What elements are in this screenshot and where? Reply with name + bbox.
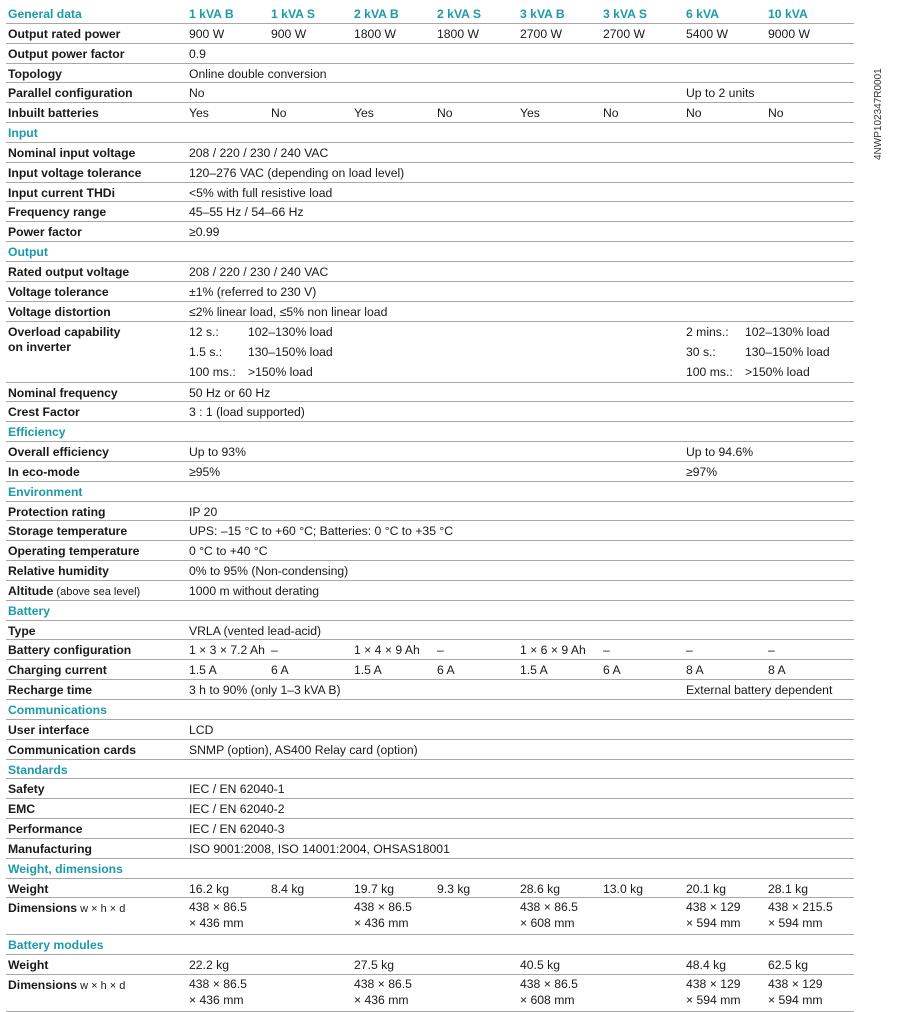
row-label: Overall efficiency (8, 445, 109, 460)
row-nominal-frequency (6, 383, 854, 403)
section-title: Input (8, 126, 38, 141)
cell-value: 438 × 86.5 (520, 977, 578, 992)
cell-value: × 608 mm (520, 993, 575, 1008)
cell-value: 1 × 4 × 9 Ah (354, 643, 420, 658)
row-output-power-factor (6, 44, 854, 64)
row-user-interface (6, 720, 854, 740)
cell-value: ISO 9001:2008, ISO 14001:2004, OHSAS18001 (189, 841, 450, 856)
cell-value: UPS: –15 °C to +60 °C; Batteries: 0 °C to +35 °C (189, 524, 454, 539)
row-storage-temperature (6, 521, 854, 541)
section-input (6, 123, 854, 143)
cell-value: No (768, 106, 784, 121)
table-header (6, 4, 854, 24)
header-model-2-kva-b: 2 kVA B (354, 7, 399, 21)
row-operating-temperature (6, 541, 854, 561)
cell-value: Online double conversion (189, 66, 327, 81)
row-communication-cards (6, 740, 854, 760)
cell-value: 1800 W (437, 26, 480, 41)
cell-value: 438 × 86.5 (189, 977, 247, 992)
cell-value: 9.3 kg (437, 881, 471, 896)
row-label: Safety (8, 782, 45, 797)
cell-value: × 436 mm (354, 993, 409, 1008)
header-model-1-kva-b: 1 kVA B (189, 7, 234, 21)
cell-value: 45–55 Hz / 54–66 Hz (189, 205, 304, 220)
cell-value: 20.1 kg (686, 881, 726, 896)
cell-value: 6 A (603, 663, 621, 678)
cell-value: IEC / EN 62040-3 (189, 822, 285, 837)
cell-value: – (271, 643, 278, 658)
row-altitude (6, 581, 854, 601)
cell-value: 1.5 A (520, 663, 548, 678)
row-relative-humidity (6, 561, 854, 581)
cell-value: – (686, 643, 693, 658)
row-input-current-thdi (6, 183, 854, 203)
cell-value: × 608 mm (520, 916, 575, 931)
row-voltage-distortion (6, 302, 854, 322)
cell-value: 0 °C to +40 °C (189, 544, 268, 559)
cell-value: 3 : 1 (load supported) (189, 405, 305, 420)
document-code: 4NWP102347R0001 (873, 68, 884, 160)
overload-time: 2 mins.: (686, 324, 729, 339)
row-label: Rated output voltage (8, 264, 130, 279)
cell-value: 1.5 A (354, 663, 382, 678)
row-label: Dimensions w × h × d (8, 978, 126, 993)
row-frequency-range (6, 202, 854, 222)
section-title: Environment (8, 484, 83, 499)
row-label: In eco-mode (8, 464, 80, 479)
overload-load: >150% load (248, 364, 313, 379)
cell-value: 8.4 kg (271, 881, 305, 896)
cell-value: 1800 W (354, 26, 397, 41)
row-label: Crest Factor (8, 405, 80, 420)
row-label: Charging current (8, 663, 107, 678)
header-model-1-kva-s: 1 kVA S (271, 7, 316, 21)
spec-table (6, 4, 854, 1012)
header-model-3-kva-b: 3 kVA B (520, 7, 565, 21)
cell-value: 438 × 129 (686, 900, 741, 915)
row-label: Weight (8, 958, 49, 973)
row-weight (6, 955, 854, 975)
row-label: Battery configuration (8, 643, 132, 658)
cell-value: 0.9 (189, 46, 206, 61)
cell-value: <5% with full resistive load (189, 185, 333, 200)
cell-value: 16.2 kg (189, 881, 229, 896)
row-label: Output power factor (8, 46, 125, 61)
cell-value: Yes (354, 106, 374, 121)
cell-value: × 594 mm (768, 993, 823, 1008)
row-label: Parallel configuration (8, 86, 133, 101)
row-label: Performance (8, 822, 83, 837)
cell-value: IEC / EN 62040-1 (189, 782, 285, 797)
cell-value: 13.0 kg (603, 881, 643, 896)
cell-value: 438 × 129 (686, 977, 741, 992)
row-label: Relative humidity (8, 564, 109, 579)
row-label: Input current THDi (8, 185, 115, 200)
row-label: Inbuilt batteries (8, 106, 99, 121)
cell-value: 9000 W (768, 26, 811, 41)
cell-value: 1.5 A (189, 663, 217, 678)
cell-value: 6 A (271, 663, 289, 678)
row-safety (6, 779, 854, 799)
row-label-note: w × h × d (77, 980, 126, 993)
cell-value: ±1% (referred to 230 V) (189, 284, 317, 299)
row-label: Communication cards (8, 742, 136, 757)
cell-value: 8 A (686, 663, 704, 678)
cell-value: External battery dependent (686, 683, 833, 698)
cell-value: Yes (520, 106, 540, 121)
row-power-factor (6, 222, 854, 242)
cell-value: 6 A (437, 663, 455, 678)
cell-value: 1 × 3 × 7.2 Ah (189, 643, 265, 658)
row-weight (6, 879, 854, 899)
cell-value: 900 W (189, 26, 225, 41)
row-label: EMC (8, 802, 36, 817)
row-label: Overload capability on inverter (8, 324, 121, 354)
row-label: Topology (8, 66, 62, 81)
cell-value: 8 A (768, 663, 786, 678)
overload-load: 130–150% load (248, 344, 333, 359)
row-label: Output rated power (8, 26, 121, 41)
section-efficiency (6, 422, 854, 442)
cell-value: × 436 mm (189, 916, 244, 931)
row-label: Storage temperature (8, 524, 128, 539)
cell-value: ≥95% (189, 464, 221, 479)
row-label: Altitude (above sea level) (8, 583, 141, 598)
row-label: Protection rating (8, 504, 106, 519)
section-title: Battery (8, 603, 50, 618)
section-battery (6, 601, 854, 621)
cell-value: – (768, 643, 775, 658)
cell-value: VRLA (vented lead-acid) (189, 623, 322, 638)
cell-value: 900 W (271, 26, 307, 41)
row-label: Type (8, 623, 36, 638)
row-voltage-tolerance (6, 282, 854, 302)
cell-value: 1 × 6 × 9 Ah (520, 643, 586, 658)
cell-value: 2700 W (520, 26, 563, 41)
section-environment (6, 482, 854, 502)
section-title: Weight, dimensions (8, 861, 123, 876)
row-parallel-configuration (6, 83, 854, 103)
cell-value: ≤2% linear load, ≤5% non linear load (189, 304, 388, 319)
row-battery-configuration (6, 640, 854, 660)
header-model-10-kva: 10 kVA (768, 7, 808, 21)
cell-value: No (603, 106, 619, 121)
cell-value: 438 × 86.5 (520, 900, 578, 915)
section-title: Battery modules (8, 938, 104, 953)
section-title: Efficiency (8, 425, 66, 440)
overload-time: 100 ms.: (189, 364, 236, 379)
header-model-6-kva: 6 kVA (686, 7, 719, 21)
overload-load: 130–150% load (745, 344, 830, 359)
row-manufacturing (6, 839, 854, 859)
cell-value: 438 × 215.5 (768, 900, 833, 915)
section-output (6, 242, 854, 262)
cell-value: 0% to 95% (Non-condensing) (189, 564, 349, 579)
overload-load: 102–130% load (745, 324, 830, 339)
cell-value: 5400 W (686, 26, 729, 41)
cell-value: 438 × 86.5 (354, 977, 412, 992)
cell-value: No (437, 106, 453, 121)
row-label: Operating temperature (8, 544, 140, 559)
cell-value: 438 × 86.5 (189, 900, 247, 915)
cell-value: SNMP (option), AS400 Relay card (option) (189, 742, 418, 757)
cell-value: ≥0.99 (189, 225, 220, 240)
cell-value: × 594 mm (686, 993, 741, 1008)
row-output-rated-power (6, 24, 854, 44)
row-label: Frequency range (8, 205, 107, 220)
row-charging-current (6, 660, 854, 680)
row-rated-output-voltage (6, 262, 854, 282)
row-label: Recharge time (8, 683, 92, 698)
row-label: Voltage distortion (8, 304, 111, 319)
cell-value: 48.4 kg (686, 958, 726, 973)
overload-time: 12 s.: (189, 324, 219, 339)
section-weight-dimensions (6, 859, 854, 879)
row-label: User interface (8, 722, 90, 737)
row-nominal-input-voltage (6, 143, 854, 163)
row-emc (6, 799, 854, 819)
overload-time: 100 ms.: (686, 364, 733, 379)
row-label: Nominal input voltage (8, 145, 136, 160)
cell-value: × 594 mm (768, 916, 823, 931)
cell-value: × 436 mm (189, 993, 244, 1008)
row-dimensions (6, 975, 854, 1012)
row-label-note: (above sea level) (53, 585, 141, 598)
row-recharge-time (6, 680, 854, 700)
row-label: Weight (8, 881, 49, 896)
cell-value: × 594 mm (686, 916, 741, 931)
section-battery-modules (6, 935, 854, 955)
cell-value: – (603, 643, 610, 658)
cell-value: Yes (189, 106, 209, 121)
cell-value: 3 h to 90% (only 1–3 kVA B) (189, 683, 341, 698)
cell-value: 40.5 kg (520, 958, 560, 973)
section-title: Output (8, 245, 48, 260)
cell-value: 438 × 86.5 (354, 900, 412, 915)
row-overall-efficiency (6, 442, 854, 462)
cell-value: 50 Hz or 60 Hz (189, 385, 271, 400)
cell-value: Up to 93% (189, 445, 246, 460)
cell-value: 28.1 kg (768, 881, 808, 896)
section-title: Communications (8, 703, 107, 717)
cell-value: 62.5 kg (768, 958, 808, 973)
cell-value: – (437, 643, 444, 658)
row-in-eco-mode (6, 462, 854, 482)
row-performance (6, 819, 854, 839)
header-general-data: General data (8, 7, 82, 21)
row-overload-capability (6, 322, 854, 383)
overload-time: 1.5 s.: (189, 344, 223, 359)
row-label: Dimensions w × h × d (8, 901, 126, 916)
header-model-3-kva-s: 3 kVA S (603, 7, 648, 21)
row-crest-factor (6, 402, 854, 422)
cell-value: 28.6 kg (520, 881, 560, 896)
row-type (6, 621, 854, 641)
cell-value: LCD (189, 722, 214, 737)
cell-value: 438 × 129 (768, 977, 823, 992)
section-communications (6, 700, 854, 720)
row-label: Voltage tolerance (8, 284, 109, 299)
cell-value: 22.2 kg (189, 958, 229, 973)
cell-value: Up to 2 units (686, 86, 755, 101)
cell-value: 208 / 220 / 230 / 240 VAC (189, 264, 329, 279)
row-input-voltage-tolerance (6, 163, 854, 183)
header-model-2-kva-s: 2 kVA S (437, 7, 482, 21)
cell-value: No (189, 86, 205, 101)
cell-value: 1000 m without derating (189, 583, 320, 598)
cell-value: 120–276 VAC (depending on load level) (189, 165, 405, 180)
overload-load: 102–130% load (248, 324, 333, 339)
cell-value: 2700 W (603, 26, 646, 41)
cell-value: IP 20 (189, 504, 218, 519)
cell-value: Up to 94.6% (686, 445, 754, 460)
cell-value: IEC / EN 62040-2 (189, 802, 285, 817)
overload-time: 30 s.: (686, 344, 716, 359)
overload-load: >150% load (745, 364, 810, 379)
section-title: Standards (8, 762, 68, 777)
row-label: Nominal frequency (8, 385, 118, 400)
row-label: Input voltage tolerance (8, 165, 142, 180)
row-topology (6, 64, 854, 84)
row-label: Manufacturing (8, 841, 92, 856)
row-label-note: w × h × d (77, 903, 126, 916)
cell-value: No (271, 106, 287, 121)
row-protection-rating (6, 502, 854, 522)
row-inbuilt-batteries (6, 103, 854, 123)
cell-value: 27.5 kg (354, 958, 394, 973)
row-label: Power factor (8, 225, 82, 240)
cell-value: No (686, 106, 702, 121)
cell-value: × 436 mm (354, 916, 409, 931)
cell-value: 19.7 kg (354, 881, 394, 896)
section-standards (6, 760, 854, 780)
cell-value: 208 / 220 / 230 / 240 VAC (189, 145, 329, 160)
row-dimensions (6, 898, 854, 935)
cell-value: ≥97% (686, 464, 718, 479)
